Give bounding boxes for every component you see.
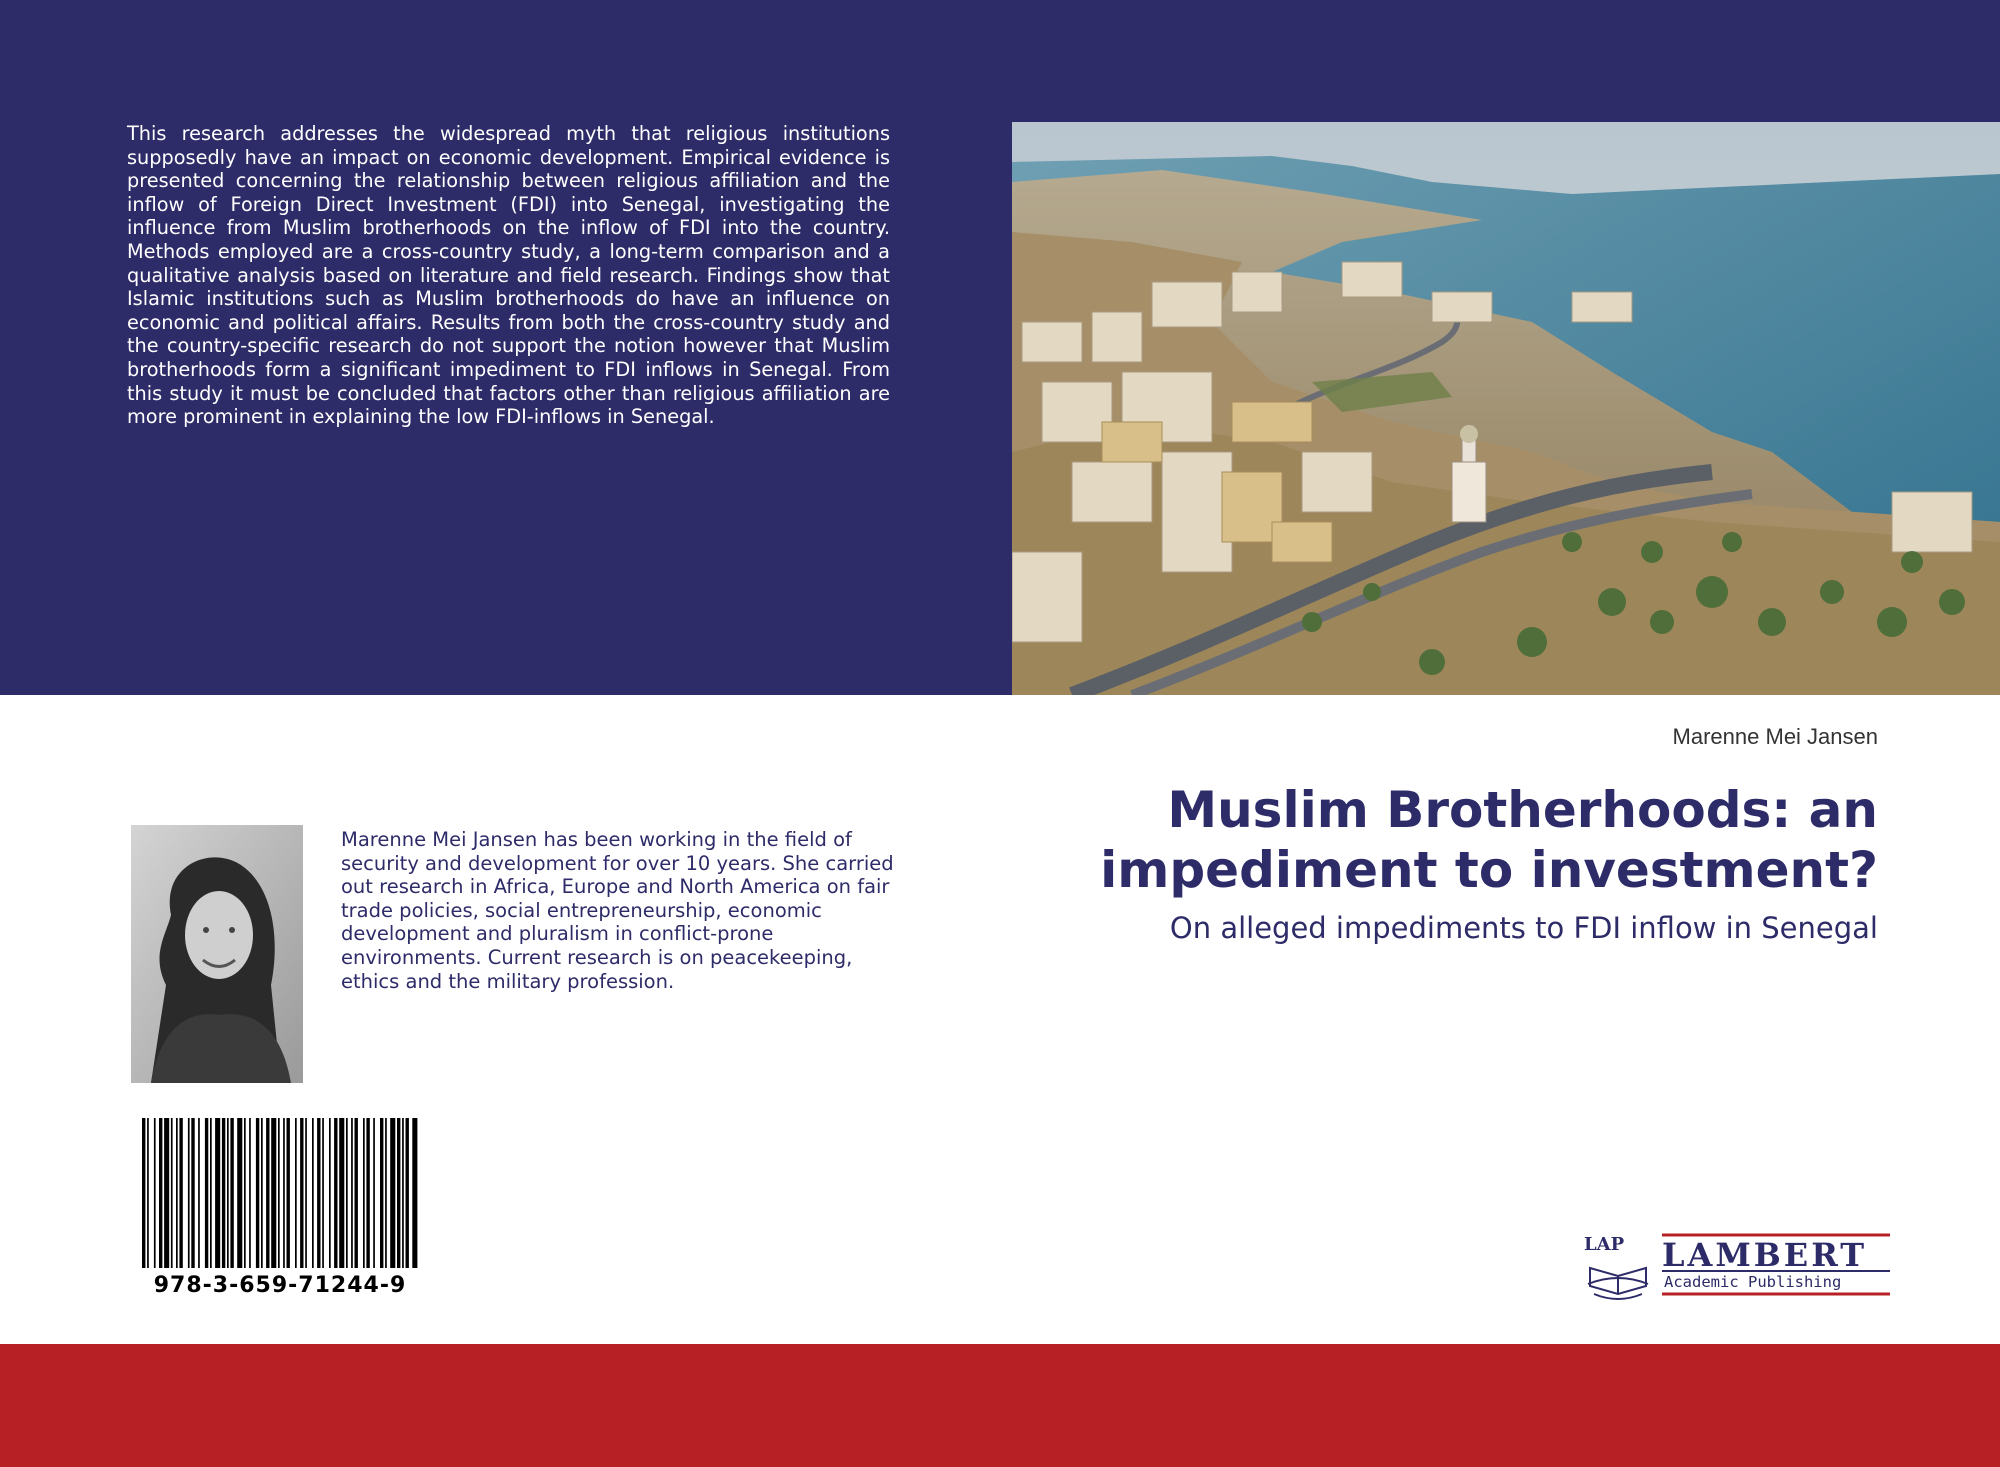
publisher-mark: LAP <box>1584 1234 1625 1255</box>
book-title: Muslim Brotherhoods: an impediment to investment? <box>1100 781 1878 899</box>
barcode-bar <box>205 1118 208 1268</box>
barcode-bar <box>329 1118 331 1268</box>
barcode-bar <box>385 1118 387 1268</box>
barcode-bar <box>390 1118 395 1268</box>
barcode-bar <box>191 1118 194 1268</box>
barcode-bar <box>351 1118 353 1268</box>
barcode-bar <box>237 1118 242 1268</box>
barcode-bar <box>300 1118 303 1268</box>
cover-photo-dakar-coast <box>1012 122 2000 695</box>
author-portrait <box>131 825 303 1083</box>
barcode-bar <box>256 1118 259 1268</box>
barcode-bar <box>412 1118 417 1268</box>
barcode-bar <box>305 1118 307 1268</box>
barcode-bar <box>346 1118 348 1268</box>
barcode-bar <box>312 1118 314 1268</box>
barcode-bar <box>230 1118 233 1268</box>
book-subtitle: On alleged impediments to FDI inflow in Senegal <box>1169 911 1878 945</box>
publisher-logo <box>1578 1232 1893 1304</box>
barcode-bar <box>261 1118 263 1268</box>
barcode-bar <box>266 1118 269 1268</box>
front-cover-author: Marenne Mei Jansen <box>1672 724 1878 749</box>
publisher-tagline: Academic Publishing <box>1664 1273 1842 1291</box>
barcode-bar <box>164 1118 169 1268</box>
barcode-bar <box>317 1118 320 1268</box>
barcode-bar <box>227 1118 229 1268</box>
barcode-bar <box>380 1118 383 1268</box>
barcode-bar <box>402 1118 404 1268</box>
barcode-bar <box>397 1118 400 1268</box>
barcode-bar <box>244 1118 246 1268</box>
barcode-bar <box>142 1118 145 1268</box>
bottom-red-band <box>0 1344 2000 1467</box>
barcode-bar <box>278 1118 280 1268</box>
barcode-bar <box>222 1118 225 1268</box>
barcode-bar <box>147 1118 149 1268</box>
barcode-bar <box>210 1118 212 1268</box>
publisher-name: LAMBERT <box>1662 1236 1868 1274</box>
barcode-bar <box>179 1118 182 1268</box>
barcode-bar <box>287 1118 290 1268</box>
barcode-bar <box>215 1118 220 1268</box>
barcode-bar <box>366 1118 369 1268</box>
barcode-bar <box>322 1118 324 1268</box>
barcode-bar <box>363 1118 365 1268</box>
isbn-barcode <box>140 1118 420 1268</box>
barcode-bar <box>373 1118 375 1268</box>
barcode-bar <box>271 1118 276 1268</box>
barcode-bar <box>339 1118 344 1268</box>
barcode-bar <box>334 1118 337 1268</box>
back-cover-blurb: This research addresses the widespread myth that religious institutions supposedly have an impact on economic development. Empirical evidence is presented concerning the relationship between religious affiliation and the inflow of Foreign Direct Investment (FDI) into Senegal, investigating the influence from Muslim brotherhoods on the inflow of FDI into the country. Methods employed are a cross-country study, a long-term comparison and a qualitative analysis based on literature and field research. Findings show that Islamic institutions such as Muslim brotherhoods do have an influence on economic and political affairs. Results from both the cross-country study and the country-specific research do not support the notion however that Muslim brotherhoods form a significant impediment to FDI inflows in Senegal. From this study it must be concluded that factors other than religious affiliation are more prominent in explaining the low FDI-inflows in Senegal. <box>127 122 890 429</box>
barcode-bar <box>159 1118 162 1268</box>
barcode-bar <box>295 1118 297 1268</box>
barcode-bar <box>406 1118 409 1268</box>
barcode-bar <box>154 1118 156 1268</box>
barcode-bar <box>188 1118 190 1268</box>
barcode-bar <box>176 1118 178 1268</box>
author-bio: Marenne Mei Jansen has been working in the field of security and development for over 10 years. She carried out research in Africa, Europe and North America on fair trade policies, social entrepreneurship, economic development and pluralism in conflict-prone environments. Current research is on peacekeeping, ethics and the military profession. <box>341 828 894 993</box>
barcode-bar <box>249 1118 251 1268</box>
barcode-bar <box>355 1118 358 1268</box>
barcode-bar <box>198 1118 200 1268</box>
isbn-number: 978-3-659-71244-9 <box>153 1273 407 1298</box>
barcode-bar <box>283 1118 285 1268</box>
barcode-bar <box>171 1118 173 1268</box>
